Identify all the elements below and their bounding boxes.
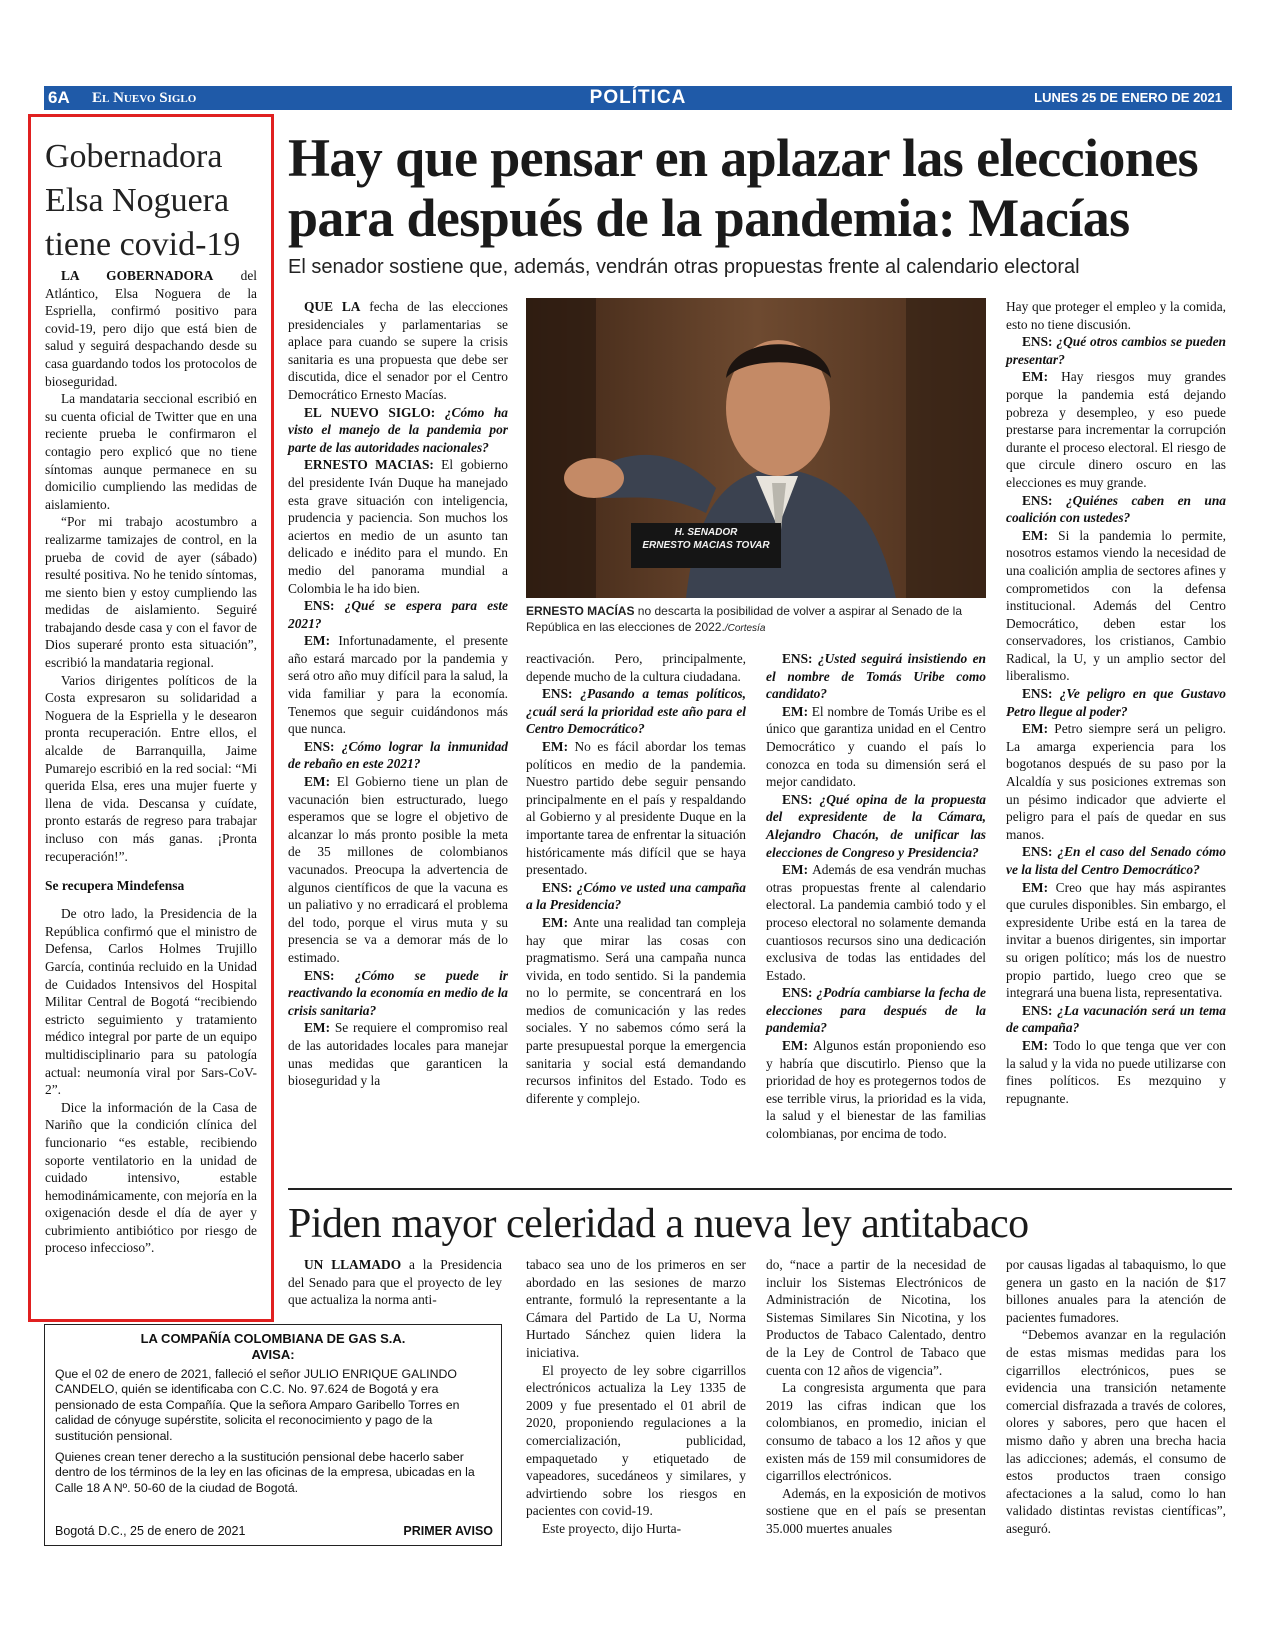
question: ¿Ve peligro en que Gustavo Petro llegue al poder? [1006,686,1226,719]
ens-label: ENS: [782,651,818,666]
em-label: EM: [542,914,573,930]
interviewee-label: ERNESTO MACIAS: [304,457,442,473]
answer: Hay que proteger el empleo y la comida, esto no tiene discusión. [1006,299,1226,332]
answer: Si la pandemia lo permite, nosotros estamos viendo la necesidad de una coalición amplia de sectores afines y comprometidos con la defensa institucional. Además del Centro Democrático, deben estar los conservadores, los cristianos, Cambio Radical, la U, y un amplio sector del liberalismo. [1006,527,1226,684]
issue-date: LUNES 25 DE ENERO DE 2021 [1034,90,1222,105]
question: ¿Cómo ve usted una campaña a la Presidencia? [526,879,746,913]
notice-place-date: Bogotá D.C., 25 de enero de 2021 [55,1524,246,1538]
antitabaco-column-2 [526,1256,746,1538]
answer: Además de esa vendrán muchas otras propuestas frente al calendario electoral. La pandemia cambió todo y el proceso electoral no solamente demanda cuantiosos recursos sino una dedicación exclusiva de todas las entidades del Estado. [766,862,986,983]
em-label: EM: [304,774,337,790]
article-column-3 [766,650,986,1143]
question: ¿Quiénes caben en una coalición con ustedes? [1006,492,1226,526]
article-column-4 [1006,298,1226,1107]
ens-label: ENS: [542,686,581,702]
question: ¿Cómo lograr la inmunidad de rebaño en este 2021? [288,738,509,772]
sidebar-paragraph: De otro lado, la Presidencia de la República confirmó que el ministro de Defensa, Carlos Holmes Trujillo García, continúa recluido en la Unidad de Cuidados Intensivos del Hospital Militar Central de Bogotá “recibiendo estricto seguimiento y tratamiento médico integral por parte de un equipo multidisciplinario para su patología actual: neumonía viral por Sars-CoV-2”. [45,906,257,1098]
sidebar-body [45,267,257,1257]
antitabaco-column-4 [1006,1256,1226,1538]
em-label: EM: [782,1038,813,1054]
senator-photo [526,298,986,598]
newspaper-name: El Nuevo Siglo [92,90,197,106]
ens-label: ENS: [304,967,355,983]
answer: Ante una realidad tan compleja hay que mirar las cosas con pragmatismo. Será una campaña nunca vivida, en todo sentido. Si la pandemia no lo permite, se concentrará en los medios de comunicación y las redes sociales. Y no sabemos cómo será la parte presupuestal porque la emergencia sanitaria y social está demandando recursos infinitos del Estado. Todo es diferente y complejo. [526,914,746,1106]
lead-text: a la Presidencia del Senado para que el proyecto de ley que actualiza la norma anti- [288,1257,502,1308]
ens-label: ENS: [1022,686,1060,702]
question: ¿Qué se espera para este 2021? [288,598,509,631]
nameplate-line: H. SENADOR [674,527,738,538]
ens-label: ENS: [542,879,577,895]
em-label: EM: [304,1020,335,1036]
antitabaco-column-3 [766,1256,986,1538]
em-label: EM: [1022,1037,1054,1053]
em-label: EM: [1022,879,1056,895]
photo-caption [526,603,986,637]
main-subhead: El senador sostiene que, además, vendrán otras propuestas frente al calendario electoral [288,256,1080,278]
ens-label: ENS: [304,598,345,614]
paragraph: do, “nace a partir de la necesidad de incluir los Sistemas Electrónicos de Administración de Nicotina, los Sistemas Similares Sin Nicotina, y los Productos de Tabaco Calentado, dentro de la Ley de Control de Tabaco que cuenta con 12 años de vigencia”. [766,1257,986,1378]
notice-paragraph: Que el 02 de enero de 2021, falleció el señor JULIO ENRIQUE GALINDO CANDELO, quién se identificaba con C.C. No. 97.624 de Bogotá y era pensionado de esta Compañía. Que la señora Amparo Garibello Torres en calidad de cónyuge supérstite, solicita el reconocimiento y pago de la sustitución pensional. [55,1367,460,1443]
photo-illustration [526,298,986,598]
em-label: EM: [1022,369,1062,385]
paragraph: La congresista argumenta que para 2019 las cifras indican que los colombianos, en promedio, inician el consumo de tabaco a los 12 años y que existen más de 159 mil consumidores de cigarrillos electrónicos. [766,1380,986,1484]
ens-label: ENS: [782,791,820,807]
notice-company: LA COMPAÑÍA COLOMBIANA DE GAS S.A. [140,1331,406,1346]
notice-first-notice: PRIMER AVISO [403,1524,493,1538]
answer: Hay riesgos muy grandes porque la pandemia está dejando pobreza y desempleo, y eso puede prestarse para incrementar la corrupción durante el proceso electoral. El riesgo de que circule dinero oscuro en las elecciones es muy grande. [1006,369,1226,490]
answer: El nombre de Tomás Uribe es el único que garantiza unidad en el Centro Democrático y cuando el país lo conozca en toda su dimensión será el mejor candidato. [766,703,986,790]
paragraph: Además, en la exposición de motivos sostiene que en el país se presentan 35.000 muertes anuales [766,1485,986,1536]
paragraph: “Debemos avanzar en la regulación de estas mismas medidas para los cigarrillos electrónicos, pues se evidencia una transición netamente comercial disfrazada a través de colores, olores y sabores, pero que hacen el mismo daño y abren una brecha hacia las adicciones; además, el consumo de estos productos traen consigo afectaciones a la salud, como lo han validado distintas revistas científicas”, aseguró. [1006,1327,1226,1536]
question: ¿Qué opina de la propuesta del expresidente de la Cámara, Alejandro Chacón, de unificar las elecciones de Congreso y Presidencia? [766,791,986,860]
caption-credit: /Cortesía [724,623,766,634]
article-column-1 [288,298,508,1090]
answer: Creo que hay más aspirantes que curules disponibles. Sin embargo, el expresidente Uribe está en la tarea de invitar a buenos dirigentes, sin importar su origen político; más los de nuestro propio partido, luego creo que se integrará una buena lista, representativa. [1006,879,1226,1001]
question: ¿Usted seguirá insistiendo en el nombre de Tomás Uribe como candidato? [766,651,986,702]
ens-label: ENS: [1022,334,1057,350]
sidebar-title: Gobernadora Elsa Noguera tiene covid-19 [45,138,241,263]
em-label: EM: [542,738,575,754]
story-divider [288,1188,1232,1190]
antitabaco-column-1 [288,1256,502,1309]
notice-footer [55,1524,493,1539]
answer: Algunos están proponiendo eso y habría que discutirlo. Pienso que la prioridad de hoy es protegernos todos de ese terrible virus, la prioridad es la vida, la salud y el bienestar de las familias colombianas, por encima de todo. [766,1038,986,1142]
sidebar-lead: del Atlántico, Elsa Noguera de la Espriella, confirmó positivo para covid-19, pero dijo que está bien de salud y seguirá despachando desde su casa guardando todos los protocolos de bioseguridad. [45,268,257,389]
em-label: EM: [782,862,813,878]
question: ¿Cómo se puede ir reactivando la economía en medio de la crisis sanitaria? [288,967,508,1018]
lead-cap: QUE LA [304,299,361,314]
sidebar-paragraph: Varios dirigentes políticos de la Costa expresaron su solidaridad a Noguera de la Espriella y le desearon pronta recuperación. Entre ellos, el alcalde de Barranquilla, Jaime Pumarejo escribió en la red social: “Mi querida Elsa, eres una mujer fuerte y llena de vida. Descansa y cuídate, pronto estarás de regreso para trabajar incluso con más ganas. ¡Pronta recuperación!”. [45,672,257,864]
notice-avisa: AVISA: [251,1347,295,1362]
legal-notice [44,1324,502,1546]
paragraph: tabaco sea uno de los primeros en ser abordado en las sesiones de marzo entrante, formuló la representante a la Cámara del Partido de La U, Norma Hurtado Sánchez quien lidera la iniciativa. [526,1257,746,1360]
em-label: EM: [304,633,339,649]
nameplate [634,526,778,552]
ens-label: ENS: [782,985,817,1001]
sidebar-subhead: Se recupera Mindefensa [45,878,185,894]
lead-text: fecha de las elecciones presidenciales y parlamentarias se aplace para cuando se supere la crisis sanitaria es una propuesta que debe ser discutida, dice el senador por el Centro Democrático Ernesto Macías. [288,299,509,402]
answer: Petro siempre será un peligro. La amarga experiencia para los bogotanos después de su paso por la Alcaldía y sus posiciones extremas son un pésimo indicador que advierte el peligro para el país de quedar en sus manos. [1006,721,1226,842]
lead-cap: UN LLAMADO [304,1257,402,1272]
ens-label: ENS: [1022,844,1058,860]
section-name: POLÍTICA [589,87,687,108]
paragraph: Este proyecto, dijo Hurta- [542,1520,682,1536]
caption-name: ERNESTO MACÍAS [526,604,635,618]
ens-label: ENS: [1022,1002,1058,1018]
em-label: EM: [1022,527,1059,543]
answer: El Gobierno tiene un plan de vacunación bien estructurado, luego esperamos que se logre el objetivo de alcanzar lo más pronto posible la meta de 35 millones de colombianos vacunados. Preocupa la advertencia de algunos científicos de que la vacuna es un paliativo y no erradicará el problema del todo, porque el virus muta y su presencia se va a demorar más de lo estimado. [288,774,508,965]
answer: El gobierno del presidente Iván Duque ha manejado esta grave situación con inteligencia, prudencia y paciencia. Son muchos los aciertos en medio de un asunto tan delicado e inédito para el mundo. En medio del panorama mundial a Colombia le ha ido bien. [288,457,508,596]
answer: reactivación. Pero, principalmente, depende mucho de la cultura ciudadana. [526,651,746,684]
question: ¿En el caso del Senado cómo ve la lista del Centro Democrático? [1006,844,1226,877]
question: ¿La vacunación será un tema de campaña? [1006,1002,1227,1036]
article-column-2 [526,650,746,1107]
notice-body [55,1367,493,1502]
sidebar-article [28,114,274,1322]
antitabaco-headline: Piden mayor celeridad a nueva ley antitabaco [288,1201,1029,1247]
question: ¿Cómo ha visto el manejo de la pandemia por parte de las autoridades nacionales? [288,404,508,455]
paragraph: El proyecto de ley sobre cigarrillos electrónicos actualiza la Ley 1335 de 2009 y fue presentado el 01 abril de 2020, proponiendo regulaciones a la comercialización, publicidad, empaquetado y etiquetado de vapeadores, sucedáneos y similares, y advirtiendo sobre los riesgos en pacientes con covid-19. [526,1362,746,1519]
answer: Infortunadamente, el presente año estará marcado por la pandemia y será otro año muy difícil para la salud, la vida familiar y para la economía. Tenemos que seguir cuidándonos más que nunca. [288,633,508,737]
question: ¿Pasando a temas políticos, ¿cuál será la prioridad este año para el Centro Democrático? [526,686,746,737]
em-label: EM: [1022,721,1055,737]
interviewer-label: EL NUEVO SIGLO: [304,404,445,420]
question: ¿Podría cambiarse la fecha de elecciones para después de la pandemia? [766,985,987,1036]
answer: No es fácil abordar los temas políticos en medio de la pandemia. Nuestro partido debe seguir pensando principalmente en el país y respaldando al Gobierno y al presidente Duque en la importante tarea de enfrentar la situación históricamente más difícil que se haya presentado. [526,738,746,878]
paragraph: por causas ligadas al tabaquismo, lo que genera un gasto en la nación de $17 billones anuales para la atención de pacientes fumadores. [1006,1257,1226,1325]
question: ¿Qué otros cambios se pueden presentar? [1006,334,1226,367]
caption-text: no descarta la posibilidad de volver a aspirar al Senado de la República en las elecciones de 2022. [526,604,963,634]
sidebar-lead-cap: LA GOBERNADORA [61,268,214,283]
main-headline: Hay que pensar en aplazar las elecciones para después de la pandemia: Macías [288,128,1198,248]
answer: Todo lo que tenga que ver con la salud y la vida no puede utilizarse con fines políticos. Es mezquino y repugnante. [1006,1037,1226,1106]
page-number: 6A [48,88,70,107]
sidebar-paragraph: “Por mi trabajo acostumbro a realizarme tamizajes de control, en la prueba de covid de ayer (sábado) resulté positiva. No he tenido síntomas, me siento bien y estoy cumpliendo las medidas de aislamiento. Seguiré trabajando desde casa y con el favor de Dios superaré pronto esta situación”, escribió la mandataria regional. [45,514,257,671]
em-label: EM: [782,703,812,719]
notice-paragraph: Quienes crean tener derecho a la sustitución pensional debe hacerlo saber dentro de los términos de la ley en las oficinas de la empresa, ubicadas en la Calle 18 A Nº. 50-60 de la ciudad de Bogotá. [55,1450,475,1495]
answer: Se requiere el compromiso real de las autoridades locales para manejar unas medidas que garanticen la bioseguridad y la [288,1020,508,1089]
sidebar-paragraph: Dice la información de la Casa de Nariño que la condición clínica del funcionario “es estable, recibiendo soporte ventilatorio en la unidad de cuidado intensivo, estable hemodinámicamente, con mejoría en la oxigenación desde el día de ayer y cubrimiento antibiótico por riesgo de proceso infeccioso”. [45,1099,257,1256]
ens-label: ENS: [1022,492,1066,508]
header-bar [44,86,1232,110]
sidebar-paragraph: La mandataria seccional escribió en su cuenta oficial de Twitter que en una reciente prueba le confirmaron el contagio pero explicó que no tiene síntomas aunque permanece en su domicilio cumpliendo las medidas de aislamiento. [45,391,257,512]
nameplate-line: ERNESTO MACIAS TOVAR [642,540,770,551]
ens-label: ENS: [304,738,342,754]
